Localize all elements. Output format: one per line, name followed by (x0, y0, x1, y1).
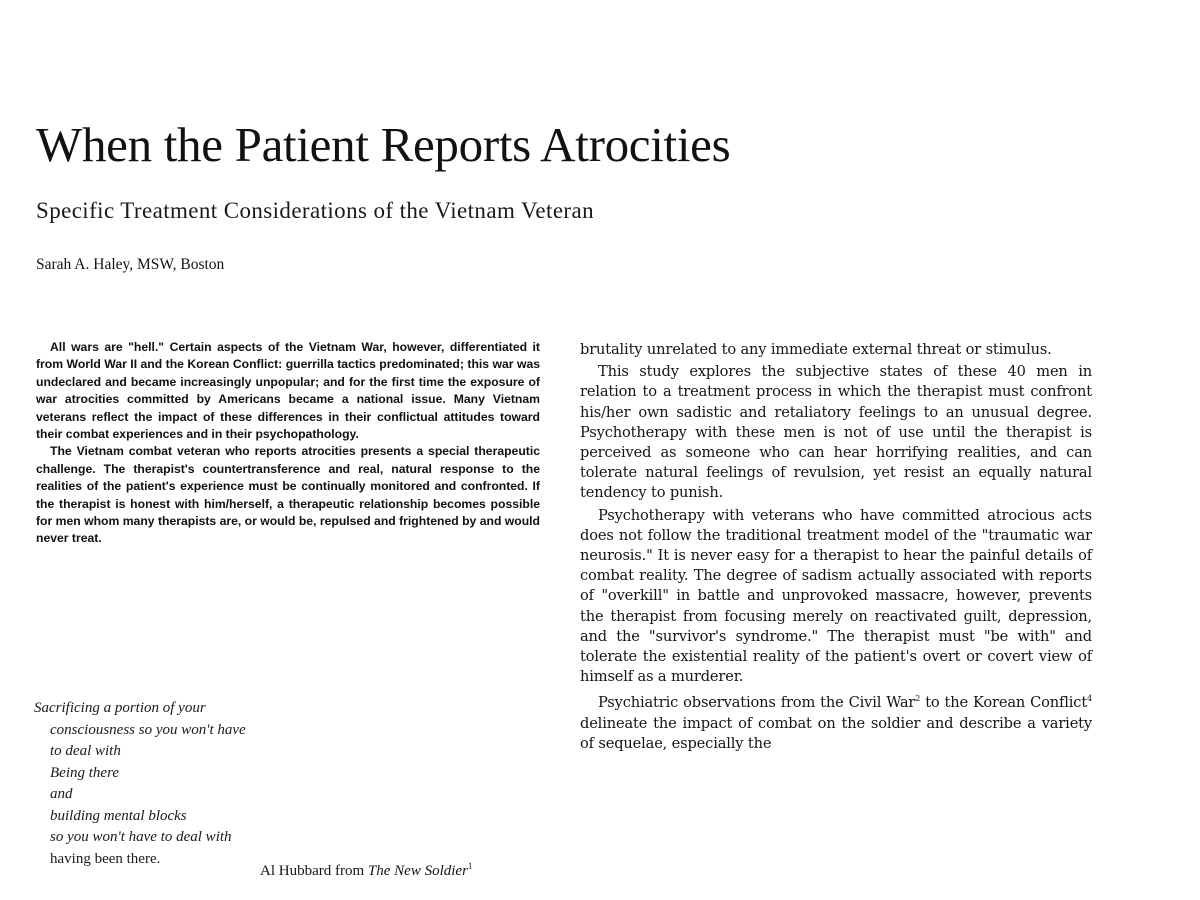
poem-line: Being there (50, 764, 120, 781)
poem-line: to deal with (50, 743, 121, 759)
body-text: Psychiatric observations from the Civil War (598, 694, 916, 712)
body-paragraph (580, 689, 1092, 753)
abstract-paragraph: All wars are "hell." Certain aspects of the Vietnam War, however, differentiated it from World War II and the Korean Conflict: guerrilla tactics predominated; this war was undeclared and became increasingly unpopular; and for the first time the exposure of war atrocities committed by Americans became a national issue. Many Vietnam veterans reflect the impact of these differences in their conflictual attitudes toward their combat experiences and in their psychopathology. (36, 340, 540, 442)
abstract-paragraph: The Vietnam combat veteran who reports atrocities presents a special therapeutic challenge. The therapist's countertransference and real, natural response to the realities of the patient's experience must be continually monitored and confronted. If the therapist is honest with him/herself, a therapeutic relationship becomes possible for men whom many therapists are, or would be, repulsed and frightened by and would never treat. (36, 444, 540, 546)
body-column (580, 340, 1092, 756)
attribution-author: Al Hubbard from (260, 863, 368, 879)
poem-line: so you won't have to deal with (50, 829, 232, 845)
epigraph-poem (34, 698, 246, 870)
body-paragraph: brutality unrelated to any immediate external threat or stimulus. (580, 341, 1052, 358)
citation-ref: 2 (915, 694, 921, 704)
body-text: to the Korean Conflict (920, 694, 1088, 712)
poem-line: building mental blocks (50, 807, 187, 824)
attribution-book-title: The New Soldier (367, 863, 468, 879)
body-paragraph: This study explores the subjective states of these 40 men in relation to a treatment process in which the therapist must confront his/her own sadistic and retaliatory feelings to an unusual degree. Psychotherapy with these men is not of use until the therapist is perceived as someone who can hear horrifying realities, and can tolerate natural feelings of revulsion, yet resist an equally natural tendency to punish. (580, 363, 1092, 502)
abstract (36, 339, 540, 548)
body-text: delineate the impact of combat on the soldier and describe a variety of sequelae, especially the (580, 714, 1092, 752)
article-title: When the Patient Reports Atrocities (36, 117, 731, 172)
attribution-reference: 1 (467, 861, 473, 871)
poem-line: Sacrificing a portion of your (34, 700, 206, 716)
author-byline: Sarah A. Haley, MSW, Boston (36, 256, 225, 273)
poem-line: consciousness so you won't have (50, 721, 246, 738)
article-subtitle: Specific Treatment Considerations of the Vietnam Veteran (36, 198, 595, 223)
poem-line: having been there. (50, 850, 161, 867)
citation-ref: 4 (1087, 694, 1093, 704)
epigraph-attribution (260, 861, 472, 880)
body-paragraph: Psychotherapy with veterans who have committed atrocious acts does not follow the traditional treatment model of the "traumatic war neurosis." It is never easy for a therapist to hear the painful details of combat reality. The degree of sadism actually associated with reports of "overkill" in battle and unprovoked massacre, however, prevents the therapist from focusing merely on reactivated guilt, depression, and the "survivor's syndrome." The therapist must "be with" and tolerate the existential reality of the patient's overt or covert view of himself as a murderer. (580, 506, 1092, 686)
poem-line: and (50, 786, 73, 802)
